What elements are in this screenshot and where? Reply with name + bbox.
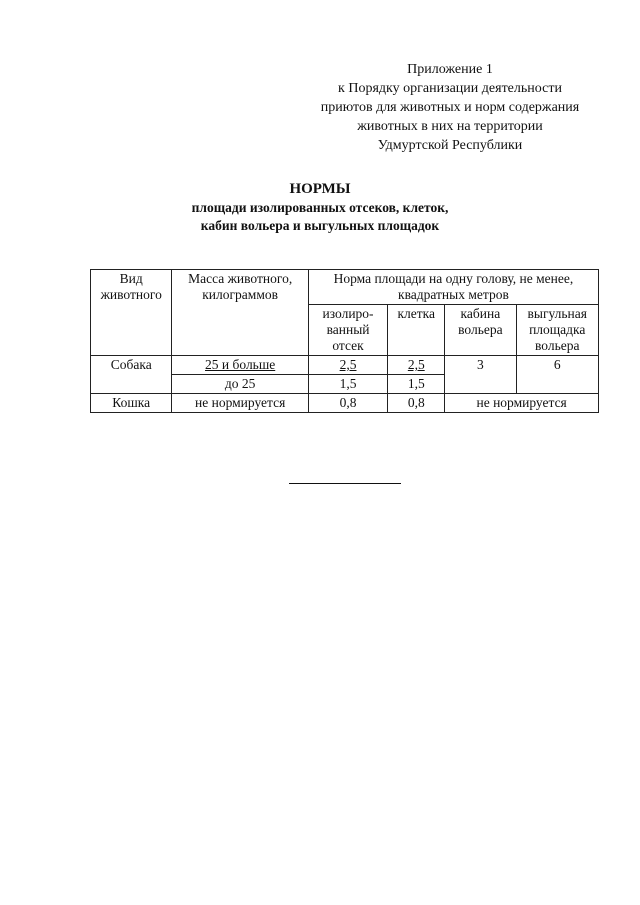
header-cage: клетка [388,305,445,356]
cell-cat: Кошка [91,394,172,413]
appendix-block [300,60,600,155]
cell-mass-light: до 25 [172,375,308,394]
cell-cat-mass: не нормируется [172,394,308,413]
norms-table [90,269,599,413]
title-sub-line: площади изолированных отсеков, клеток, [191,200,449,215]
title-sub-line: кабин вольера и выгульных площадок [200,218,440,233]
cell-isolated-light: 1,5 [308,375,387,394]
cell-cat-cage: 0,8 [388,394,445,413]
cell-dog: Собака [91,356,172,394]
appendix-line: Приложение 1 [407,62,493,77]
header-isolated: изолиро-ванный отсек [308,305,387,356]
cell-booth: 3 [445,356,516,394]
header-animal-type: Вид животного [91,270,172,356]
header-yard: выгульная площадка вольера [516,305,599,356]
appendix-line: Удмуртской Республики [377,138,523,153]
cell-yard: 6 [516,356,599,394]
title-main: НОРМЫ [289,181,351,197]
header-mass: Масса животного, килограммов [172,270,308,356]
cell-cage-heavy: 2,5 [388,356,445,375]
cell-cage-light: 1,5 [388,375,445,394]
table-row [91,356,599,375]
header-norm: Норма площади на одну голову, не менее, квадратных метров [308,270,598,305]
closing-rule [289,483,401,484]
table-header-row [91,270,599,305]
appendix-line: к Порядку организации деятельности [338,81,562,96]
cell-cat-rest: не нормируется [445,394,599,413]
appendix-line: животных в них на территории [357,119,543,134]
appendix-line: приютов для животных и норм содержания [320,100,580,115]
cell-mass-heavy: 25 и больше [172,356,308,375]
header-booth: кабина вольера [445,305,516,356]
cell-isolated-heavy: 2,5 [308,356,387,375]
document-title [0,180,640,235]
table-row [91,394,599,413]
cell-cat-isolated: 0,8 [308,394,387,413]
